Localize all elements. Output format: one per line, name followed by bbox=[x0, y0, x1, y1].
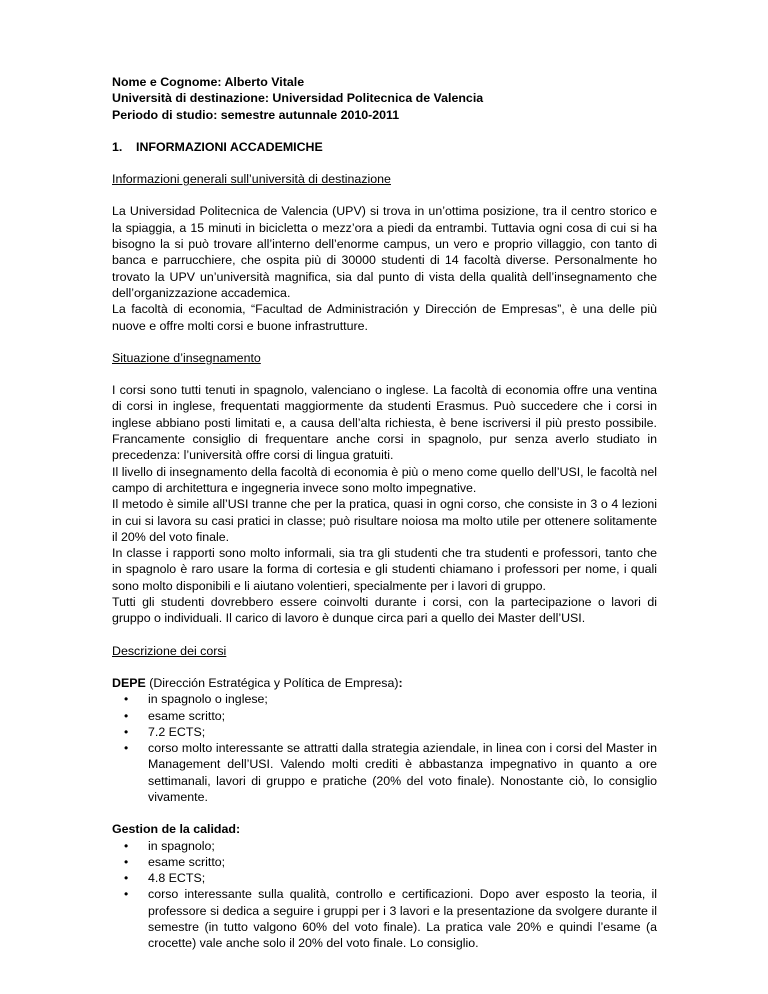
general-info-body bbox=[112, 203, 657, 333]
destination-university-line: Università di destinazione: Universidad Politecnica de Valencia bbox=[112, 91, 484, 106]
section-heading bbox=[112, 139, 657, 155]
bullet-icon: • bbox=[124, 887, 129, 902]
document-page bbox=[112, 74, 657, 952]
bullet-icon: • bbox=[124, 724, 129, 739]
course-details-list bbox=[112, 691, 657, 805]
course-details-list bbox=[112, 838, 657, 952]
paragraph: Il livello di insegnamento della facoltà di economia è più o meno come quello dell’USI, le facoltà nel campo di architettura e ingegneria invece sono molto impegnative. bbox=[112, 464, 657, 495]
course-title-colon: : bbox=[398, 675, 403, 690]
course-title bbox=[112, 821, 657, 837]
bullet-icon: • bbox=[124, 708, 129, 723]
list-item: • esame scritto; bbox=[124, 854, 226, 869]
list-item: • esame scritto; bbox=[124, 708, 226, 723]
paragraph: La Universidad Politecnica de Valencia (UPV) si trova in un’ottima posizione, tra il centro storico e la spiaggia, a 15 minuti in bicicletta o mezz’ora a piedi da entrambi. Tuttavia ogni cosa di cui si ha bisogno la si può trovare all’interno dell’enorme campus, un vero e proprio villaggio, con tanto di banca e parrucchiere, che ospita più di 30000 studenti di 14 facoltà diverse. Personalmente ho trovato la UPV un’università magnifica, sia dal punto di vista della qualità dell’insegnamento che dell’organizzazione accademica. bbox=[112, 204, 657, 300]
teaching-body bbox=[112, 382, 657, 626]
course-code: Gestion de la calidad: bbox=[112, 822, 241, 837]
study-period-line: Periodo di studio: semestre autunnale 2010-2011 bbox=[112, 107, 400, 122]
bullet-icon: • bbox=[124, 692, 129, 707]
paragraph: In classe i rapporti sono molto informali, sia tra gli studenti che tra studenti e professori, tanto che in spagnolo è raro usare la forma di cortesia e gli studenti chiamano i professori per nome, i quali sono molto disponibili e li aiutano volentieri, specialmente per i lavori di gruppo. bbox=[112, 546, 657, 593]
course-depe bbox=[112, 675, 657, 805]
list-item: • 4.8 ECTS; bbox=[124, 871, 206, 886]
teaching-heading: Situazione d’insegnamento bbox=[112, 350, 261, 365]
courses-heading: Descrizione dei corsi bbox=[112, 643, 227, 658]
course-title bbox=[112, 675, 657, 691]
paragraph: I corsi sono tutti tenuti in spagnolo, valenciano o inglese. La facoltà di economia offre una ventina di corsi in inglese, frequentati maggiormente da studenti Erasmus. Può succedere che i corsi in inglese abbiano posti limitati e, a causa dell’alta richiesta, è bene iscriversi il più presto possibile. Francamente consiglio di frequentare anche corsi in spagnolo, pur senza averlo studiato in precedenza: l’università offre corsi di lingua gratuiti. bbox=[112, 383, 657, 463]
course-code: DEPE bbox=[112, 675, 146, 690]
course-gestion-calidad bbox=[112, 821, 657, 951]
list-item: • 7.2 ECTS; bbox=[124, 724, 206, 739]
paragraph: Il metodo è simile all’USI tranne che per la pratica, quasi in ogni corso, che consiste in 3 o 4 lezioni in cui si lavora su casi pratici in classe; può risultare noiosa ma molto utile per ottenere solitamente il 20% del voto finale. bbox=[112, 497, 657, 544]
paragraph: Tutti gli studenti dovrebbero essere coinvolti durante i corsi, con la partecipazione o lavori di gruppo o individuali. Il carico di lavoro è dunque circa pari a quello dei Master dell’USI. bbox=[112, 595, 657, 626]
list-item: • corso interessante sulla qualità, controllo e certificazioni. Dopo aver esposto la teoria, il professore si dedica a seguire i gruppi per i 3 lavori e la presentazione da svolgere durante il semestre (in tutto valgono 60% del voto finale). La pratica vale 20% e quindi l’esame (a crocette) vale anche solo il 20% del voto finale. Lo consiglio. bbox=[124, 887, 657, 951]
course-full-name: (Dirección Estratégica y Política de Empresa) bbox=[145, 675, 399, 690]
list-item: • corso molto interessante se attratti dalla strategia aziendale, in linea con i corsi del Master in Management dell’USI. Valendo molti crediti è abbastanza impegnativo in quanto a ore settimanali, lavori di gruppo e pratiche (20% del voto finale). Nonostante ciò, lo consiglio vivamente. bbox=[124, 741, 657, 804]
document-header bbox=[112, 74, 657, 123]
paragraph: La facoltà di economia, “Facultad de Administración y Dirección de Empresas”, è una delle più nuove e offre molti corsi e buone infrastrutture. bbox=[112, 302, 657, 333]
bullet-icon: • bbox=[124, 838, 129, 853]
general-info-heading: Informazioni generali sull’università di destinazione bbox=[112, 172, 391, 187]
section-number: 1. bbox=[112, 139, 123, 154]
student-name-line: Nome e Cognome: Alberto Vitale bbox=[112, 75, 305, 89]
section-title: INFORMAZIONI ACCADEMICHE bbox=[136, 139, 323, 154]
list-item: • in spagnolo o inglese; bbox=[124, 692, 268, 707]
list-item: • in spagnolo; bbox=[124, 838, 215, 853]
bullet-icon: • bbox=[124, 741, 129, 756]
bullet-icon: • bbox=[124, 871, 129, 886]
bullet-icon: • bbox=[124, 854, 129, 869]
